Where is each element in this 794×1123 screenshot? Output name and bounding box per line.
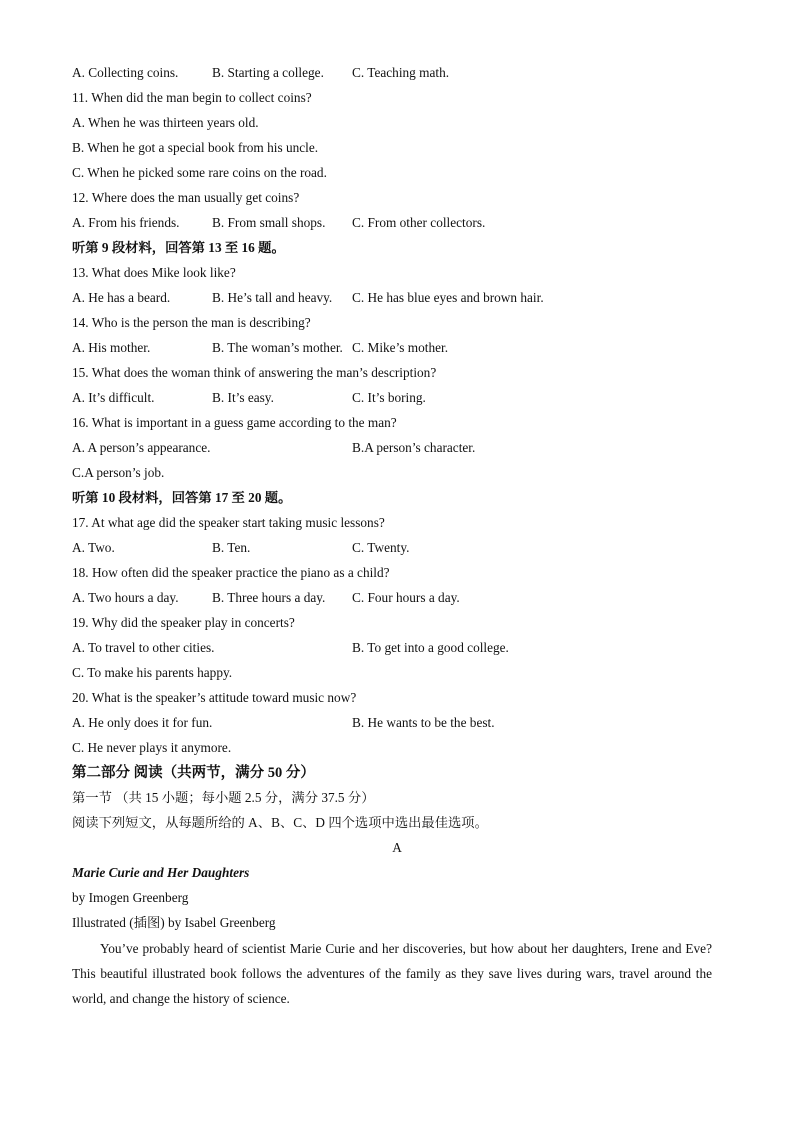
q14-question: 14. Who is the person the man is describing? bbox=[72, 315, 311, 330]
q20-option-b: B. He wants to be the best. bbox=[352, 715, 495, 730]
q11-question: 11. When did the man begin to collect coins? bbox=[72, 90, 312, 105]
q15-option-c: C. It’s boring. bbox=[352, 390, 426, 405]
q18-option-a: A. Two hours a day. bbox=[72, 590, 179, 605]
q19-option-a: A. To travel to other cities. bbox=[72, 640, 215, 655]
q15-option-b: B. It’s easy. bbox=[212, 390, 274, 405]
passage-letter: A bbox=[392, 840, 402, 855]
book-author: by Imogen Greenberg bbox=[72, 890, 189, 905]
q17-option-c: C. Twenty. bbox=[352, 540, 410, 555]
q12-option-a: A. From his friends. bbox=[72, 215, 180, 230]
q20-option-c: C. He never plays it anymore. bbox=[72, 740, 232, 755]
q10-option-c: C. Teaching math. bbox=[352, 65, 450, 80]
q17-option-b: B. Ten. bbox=[212, 540, 251, 555]
q12-option-b: B. From small shops. bbox=[212, 215, 326, 230]
q13-option-c: C. He has blue eyes and brown hair. bbox=[352, 290, 544, 305]
q20-option-a: A. He only does it for fun. bbox=[72, 715, 213, 730]
q12-option-c: C. From other collectors. bbox=[352, 215, 486, 230]
q10-option-a: A. Collecting coins. bbox=[72, 65, 179, 80]
q15-options bbox=[72, 389, 426, 407]
q18-question: 18. How often did the speaker practice the piano as a child? bbox=[72, 565, 390, 580]
q16-option-a: A. A person’s appearance. bbox=[72, 440, 211, 455]
q14-options bbox=[72, 339, 449, 357]
book-title: Marie Curie and Her Daughters bbox=[72, 865, 250, 880]
q17-options bbox=[72, 539, 410, 557]
q19-options-ab bbox=[72, 639, 509, 657]
q15-question: 15. What does the woman think of answering the man’s description? bbox=[72, 365, 437, 380]
part2-section1: 第一节 （共 15 小题；每小题 2.5 分，满分 37.5 分） bbox=[72, 790, 375, 805]
q12-question: 12. Where does the man usually get coins? bbox=[72, 190, 300, 205]
q20-options-ab bbox=[72, 714, 495, 732]
q13-options bbox=[72, 289, 544, 307]
section-10-heading: 听第 10 段材料，回答第 17 至 20 题。 bbox=[72, 490, 292, 505]
q19-option-c: C. To make his parents happy. bbox=[72, 665, 233, 680]
q14-option-c: C. Mike’s mother. bbox=[352, 340, 449, 355]
q16-options-ab bbox=[72, 439, 476, 457]
book-illustrator: Illustrated (插图) by Isabel Greenberg bbox=[72, 915, 276, 930]
q14-option-b: B. The woman’s mother. bbox=[212, 340, 343, 355]
q17-option-a: A. Two. bbox=[72, 540, 115, 555]
q14-option-a: A. His mother. bbox=[72, 340, 151, 355]
q15-option-a: A. It’s difficult. bbox=[72, 390, 155, 405]
q19-option-b: B. To get into a good college. bbox=[352, 640, 509, 655]
q10-options bbox=[72, 64, 450, 82]
q16-question: 16. What is important in a guess game according to the man? bbox=[72, 415, 397, 430]
q18-option-c: C. Four hours a day. bbox=[352, 590, 460, 605]
q11-option-c: C. When he picked some rare coins on the road. bbox=[72, 165, 327, 180]
q16-option-c: C.A person’s job. bbox=[72, 465, 165, 480]
q13-option-a: A. He has a beard. bbox=[72, 290, 171, 305]
q11-option-a: A. When he was thirteen years old. bbox=[72, 115, 259, 130]
section-9-heading: 听第 9 段材料，回答第 13 至 16 题。 bbox=[72, 240, 285, 255]
q11-option-b: B. When he got a special book from his uncle. bbox=[72, 140, 319, 155]
part2-instructions: 阅读下列短文，从每题所给的 A、B、C、D 四个选项中选出最佳选项。 bbox=[72, 815, 488, 830]
q16-option-b: B.A person’s character. bbox=[352, 440, 476, 455]
part2-title: 第二部分 阅读（共两节，满分 50 分） bbox=[72, 765, 315, 781]
q18-option-b: B. Three hours a day. bbox=[212, 590, 326, 605]
q12-options bbox=[72, 214, 486, 232]
passage-paragraph: You’ve probably heard of scientist Marie Curie and her discoveries, but how about her daughters, Irene and Eve? This beautiful illustrated book follows the adventures of the family as they save lives during wars, travel around the world, and change the history of science. bbox=[72, 941, 712, 1006]
q18-options bbox=[72, 589, 460, 607]
q20-question: 20. What is the speaker’s attitude toward music now? bbox=[72, 690, 357, 705]
q19-question: 19. Why did the speaker play in concerts? bbox=[72, 615, 295, 630]
q10-option-b: B. Starting a college. bbox=[212, 65, 324, 80]
q13-option-b: B. He’s tall and heavy. bbox=[212, 290, 333, 305]
q17-question: 17. At what age did the speaker start taking music lessons? bbox=[72, 515, 385, 530]
q13-question: 13. What does Mike look like? bbox=[72, 265, 236, 280]
